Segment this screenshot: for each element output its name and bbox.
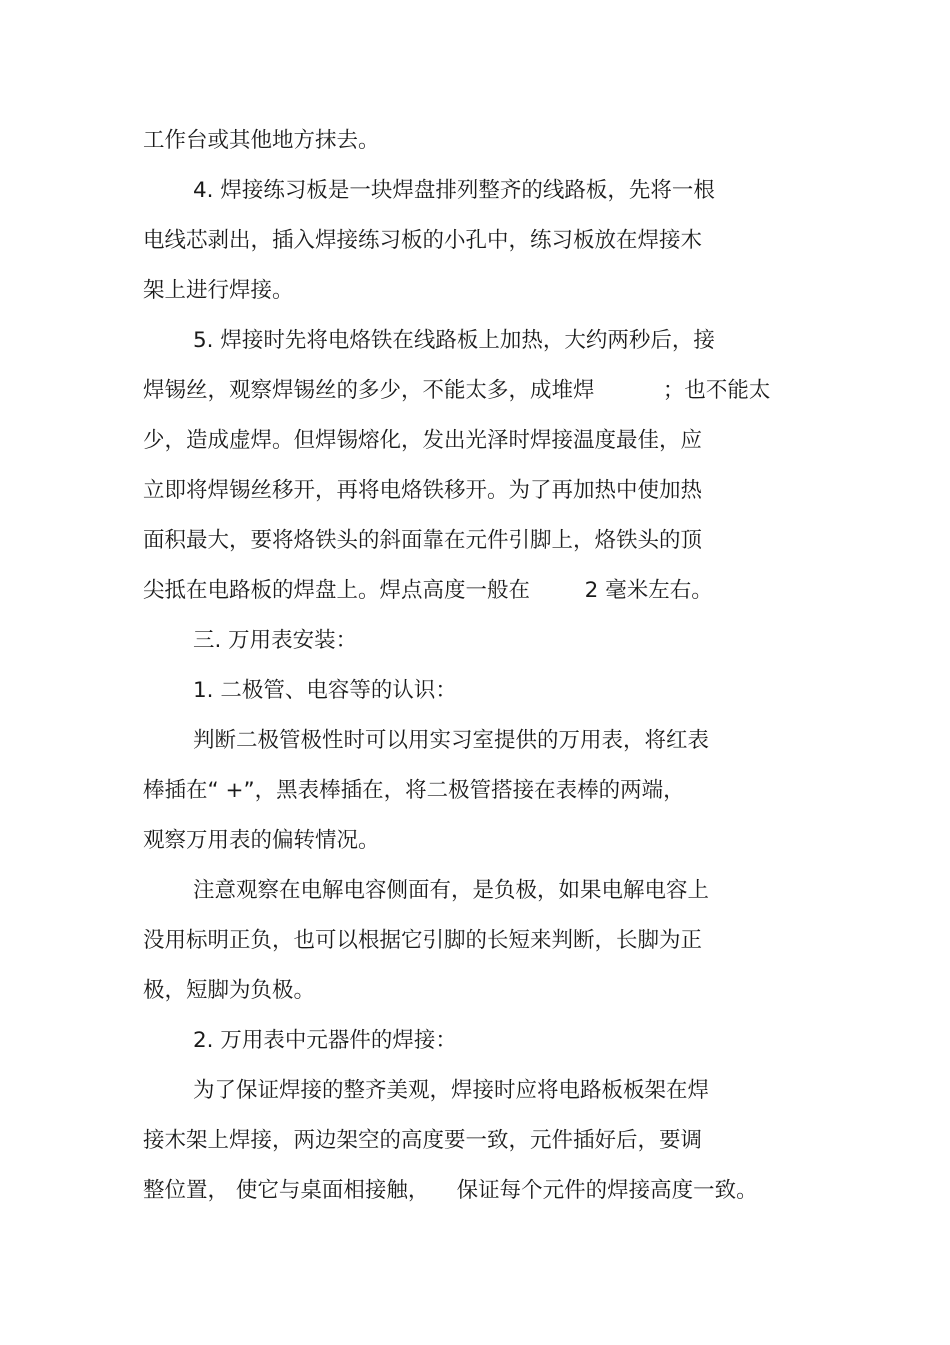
text-line: 工作台或其他地方抹去。 [143, 128, 380, 153]
text-line: 电线芯剥出，插入焊接练习板的小孔中，练习板放在焊接木 [143, 228, 703, 253]
text-line: 没用标明正负，也可以根据它引脚的长短来判断，长脚为正 [143, 928, 703, 953]
text-line: 棒插在“ +”，黑表棒插在，将二极管搭接在表棒的两端， [143, 778, 685, 803]
text-line: 立即将焊锡丝移开，再将电烙铁移开。为了再加热中使加热 [143, 478, 703, 503]
text-line: 判断二极管极性时可以用实习室提供的万用表，将红表 [193, 728, 710, 753]
section-heading: 三. 万用表安装： [193, 628, 358, 653]
text-line: 5. 焊接时先将电烙铁在线路板上加热，大约两秒后，接 [193, 328, 715, 353]
text-line: 整位置， 使它与桌面相接触， 保证每个元件的焊接高度一致。 [143, 1178, 758, 1203]
text-line: 4. 焊接练习板是一块焊盘排列整齐的线路板，先将一根 [193, 178, 715, 203]
text-line: 观察万用表的偏转情况。 [143, 828, 380, 853]
text-line: 面积最大，要将烙铁头的斜面靠在元件引脚上，烙铁头的顶 [143, 528, 703, 553]
text-line: 焊锡丝，观察焊锡丝的多少，不能太多，成堆焊 ；也不能太 [143, 378, 771, 403]
text-line: 接木架上焊接，两边架空的高度要一致，元件插好后，要调 [143, 1128, 703, 1153]
text-line: 少，造成虚焊。但焊锡熔化，发出光泽时焊接温度最佳，应 [143, 428, 703, 453]
text-line: 极，短脚为负极。 [143, 978, 316, 1003]
text-line: 为了保证焊接的整齐美观，焊接时应将电路板板架在焊 [193, 1078, 710, 1103]
text-line: 架上进行焊接。 [143, 278, 294, 303]
text-line: 注意观察在电解电容侧面有，是负极，如果电解电容上 [193, 878, 710, 903]
text-line: 尖抵在电路板的焊盘上。焊点高度一般在 2 毫米左右。 [143, 578, 713, 603]
subsection-heading: 1. 二极管、电容等的认识： [193, 678, 457, 703]
subsection-heading: 2. 万用表中元器件的焊接： [193, 1028, 457, 1053]
